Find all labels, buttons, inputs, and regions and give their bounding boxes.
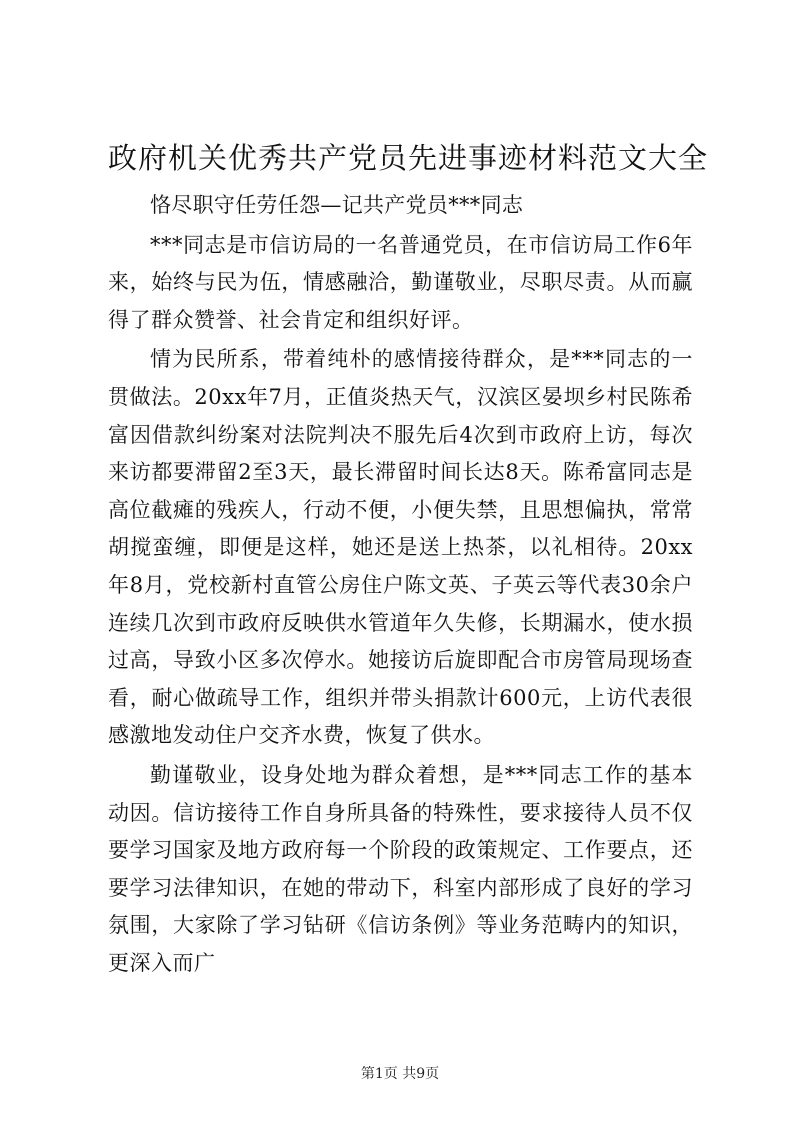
body-paragraph: 情为民所系，带着纯朴的感情接待群众，是***同志的一贯做法。20xx年7月，正值炎热天气，汉滨区晏坝乡村民陈希富因借款纠纷案对法院判决不服先后4次到市政府上访，每次来访都要滞留2至3天，最长滞留时间长达8天。陈希富同志是高位截瘫的残疾人，行动不便，小便失禁，且思想偏执，常常胡搅蛮缠，即便是这样，她还是送上热茶，以礼相待。20xx年8月，党校新村直管公房住户陈文英、子英云等代表30余户连续几次到市政府反映供水管道年久失修，长期漏水，使水损过高，导致小区多次停水。她接访后旋即配合市房管局现场查看，耐心做疏导工作，组织并带头捐款计600元，上访代表很感激地发动住户交齐水费，恢复了供水。 <box>108 347 693 748</box>
document-body <box>108 187 693 984</box>
body-paragraph: ***同志是市信访局的一名普通党员，在市信访局工作6年来，始终与民为伍，情感融洽，勤谨敬业，尽职尽责。从而赢得了群众赞誉、社会肯定和组织好评。 <box>108 232 693 332</box>
subtitle-paragraph: 恪尽职守任劳任怨—记共产党员***同志 <box>150 193 524 217</box>
page-footer: 第1页 共9页 <box>360 1066 440 1082</box>
document-title: 政府机关优秀共产党员先进事迹材料范文大全 <box>108 141 709 175</box>
body-paragraph: 勤谨敬业，设身处地为群众着想，是***同志工作的基本动因。信访接待工作自身所具备的特殊性，要求接待人员不仅要学习国家及地方政府每一个阶段的政策规定、工作要点，还要学习法律知识，在她的带动下，科室内部形成了良好的学习氛围，大家除了学习钻研《信访条例》等业务范畴内的知识，更深入而广 <box>108 762 693 975</box>
